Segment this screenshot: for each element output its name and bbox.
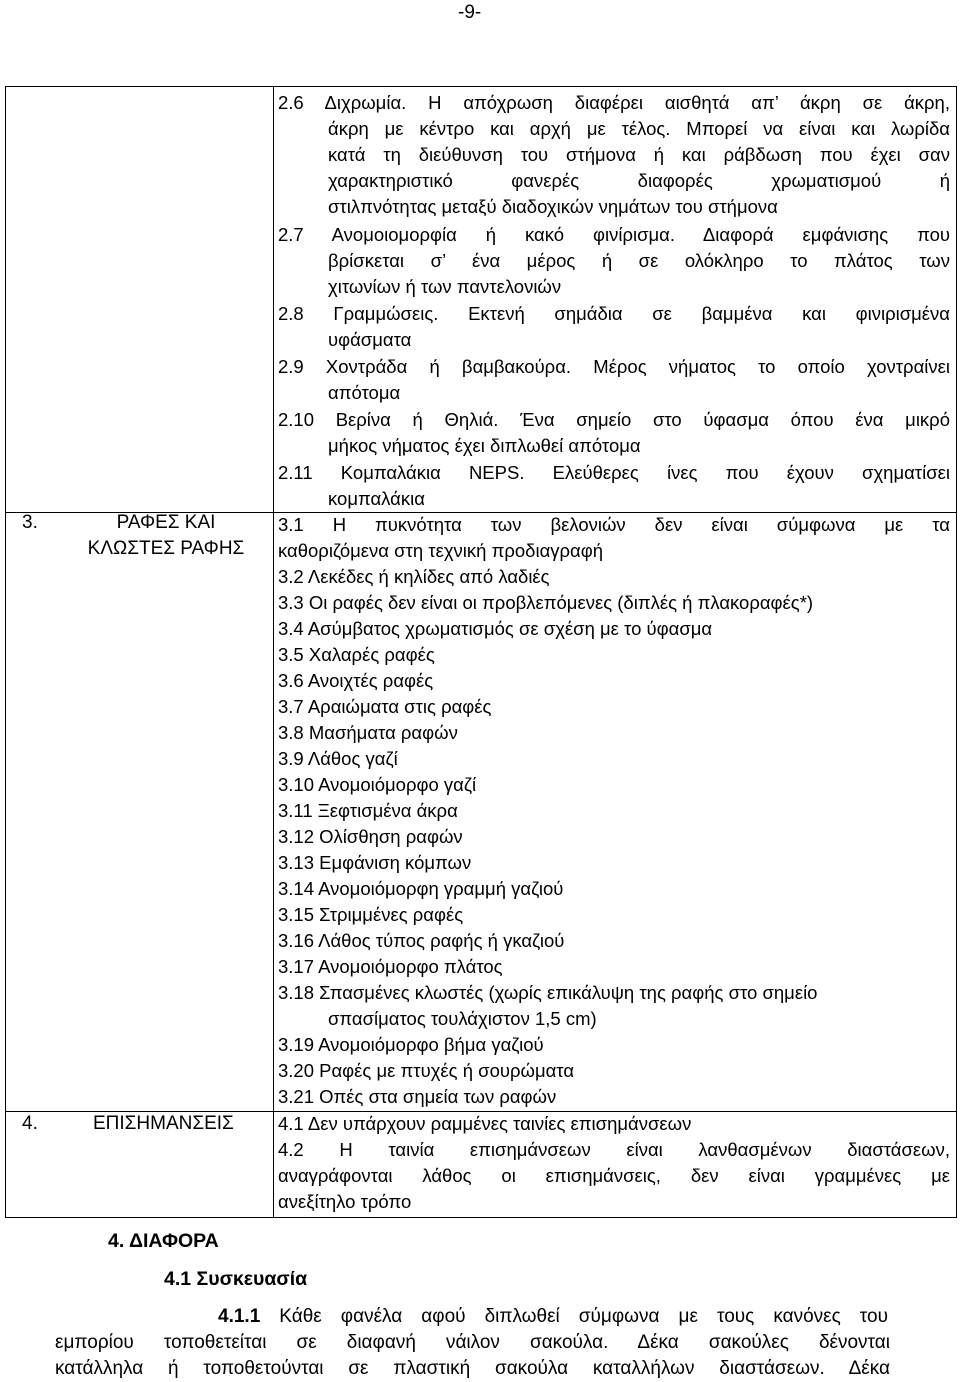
table-column-divider (273, 86, 274, 1218)
defect-line: 3.13 Εμφάνιση κόμπων (278, 852, 472, 873)
defect-line: 2.11 Κομπαλάκια NEPS. Ελεύθερες ίνες που έχουν σχηματίσει (278, 462, 950, 483)
defect-line: χαρακτηριστικό φανερές διαφορές χρωματισμού ή (328, 170, 950, 191)
defect-line: 3.21 Οπές στα σημεία των ραφών (278, 1086, 557, 1107)
defect-line: άκρη με κέντρο και αρχή με τέλος. Μπορεί να είναι και λωρίδα (328, 118, 950, 139)
section-heading: 4. ΔΙΑΦΟΡΑ (108, 1230, 219, 1252)
section-title: ΕΠΙΣΗΜΑΝΣΕΙΣ (93, 1113, 234, 1134)
defect-line: 3.15 Στριμμένες ραφές (278, 904, 464, 925)
defect-line: 3.12 Ολίσθηση ραφών (278, 826, 463, 847)
defect-line: 3.14 Ανομοιόμορφη γραμμή γαζιού (278, 878, 564, 899)
defect-line: στιλπνότητας μεταξύ διαδοχικών νημάτων του στήμονα (328, 196, 778, 217)
subsection-heading: 4.1 Συσκευασία (164, 1268, 308, 1290)
defect-line: σπασίματος τουλάχιστον 1,5 cm) (328, 1008, 597, 1029)
defect-line: 3.18 Σπασμένες κλωστές (χωρίς επικάλυψη της ραφής στο σημείο (278, 982, 818, 1003)
defect-line: 2.9 Χοντράδα ή βαμβακούρα. Μέρος νήματος το οποίο χοντραίνει (278, 356, 950, 377)
paragraph-line: κατάλληλα ή τοποθετούνται σε πλαστική σακούλα καταλλήλων διαστάσεων. Δέκα (55, 1358, 890, 1379)
defect-line: 2.6 Διχρωμία. Η απόχρωση διαφέρει αισθητά απ’ άκρη σε άκρη, (278, 92, 950, 113)
clause-number: 4.1.1 (218, 1306, 261, 1327)
defect-line: 3.9 Λάθος γαζί (278, 748, 398, 769)
defect-line: 3.6 Ανοιχτές ραφές (278, 670, 434, 691)
defect-line: 3.7 Αραιώματα στις ραφές (278, 696, 492, 717)
defect-line: 2.7 Ανομοιομορφία ή κακό φινίρισμα. Διαφορά εμφάνισης που (278, 224, 950, 245)
defect-line: ανεξίτηλο τρόπο (278, 1191, 412, 1212)
paragraph-line (218, 1304, 888, 1330)
defect-line: 4.1 Δεν υπάρχουν ραμμένες ταινίες επισημάνσεων (278, 1113, 692, 1134)
defect-line: 3.20 Ραφές με πτυχές ή σουρώματα (278, 1060, 575, 1081)
defect-line: 3.3 Οι ραφές δεν είναι οι προβλεπόμενες (διπλές ή πλακοραφές*) (278, 592, 814, 613)
defect-line: 3.5 Χαλαρές ραφές (278, 644, 435, 665)
page-number: -9- (458, 2, 482, 23)
section-title (62, 510, 270, 562)
defect-line: 4.2 Η ταινία επισημάνσεων είναι λανθασμένων διαστάσεων, (278, 1139, 950, 1160)
defect-line: 3.11 Ξεφτισμένα άκρα (278, 800, 458, 821)
defect-line: κομπαλάκια (328, 488, 425, 509)
defect-line: 3.19 Ανομοιόμορφο βήμα γαζιού (278, 1034, 544, 1055)
defect-line: 3.16 Λάθος τύπος ραφής ή γκαζιού (278, 930, 565, 951)
defect-line: μήκος νήματος έχει διπλωθεί απότομα (328, 435, 641, 456)
defect-line: καθοριζόμενα στη τεχνική προδιαγραφή (278, 540, 604, 561)
defect-line: απότομα (328, 382, 401, 403)
defect-line: 2.10 Βερίνα ή Θηλιά. Ένα σημείο στο ύφασμα όπου ένα μικρό (278, 409, 950, 430)
defect-line: 3.10 Ανομοιόμορφο γαζί (278, 774, 477, 795)
defect-line: υφάσματα (328, 329, 412, 350)
defect-line: 3.17 Ανομοιόμορφο πλάτος (278, 956, 503, 977)
section-title-line: ΚΛΩΣΤΕΣ ΡΑΦΗΣ (87, 538, 245, 559)
defect-line: 3.4 Ασύμβατος χρωματισμός σε σχέση με το ύφασμα (278, 618, 713, 639)
defect-line: 3.8 Μασήματα ραφών (278, 722, 458, 743)
paragraph-line: εμπορίου τοποθετείται σε διαφανή νάιλον σακούλα. Δέκα σακούλες δένονται (55, 1332, 890, 1353)
defect-line: 3.2 Λεκέδες ή κηλίδες από λαδιές (278, 566, 550, 587)
defect-line: 2.8 Γραμμώσεις. Εκτενή σημάδια σε βαμμένα και φινιρισμένα (278, 303, 950, 324)
section-number: 4. (22, 1113, 38, 1134)
section-number: 3. (22, 512, 38, 533)
paragraph-text: Κάθε φανέλα αφού διπλωθεί σύμφωνα με τους κανόνες του (279, 1306, 889, 1327)
defect-line: κατά τη διεύθυνση του στήμονα ή και ράβδωση που έχει σαν (328, 144, 950, 165)
defect-line: χιτωνίων ή των παντελονιών (328, 276, 562, 297)
defect-line: βρίσκεται σ’ ένα μέρος ή σε ολόκληρο το πλάτος των (328, 250, 950, 271)
section-title-line: ΡΑΦΕΣ ΚΑΙ (116, 512, 216, 533)
defect-line: αναγράφονται λάθος οι επισημάνσεις, δεν είναι γραμμένες με (278, 1165, 950, 1186)
defect-line: 3.1 Η πυκνότητα των βελονιών δεν είναι σύμφωνα με τα (278, 514, 950, 535)
